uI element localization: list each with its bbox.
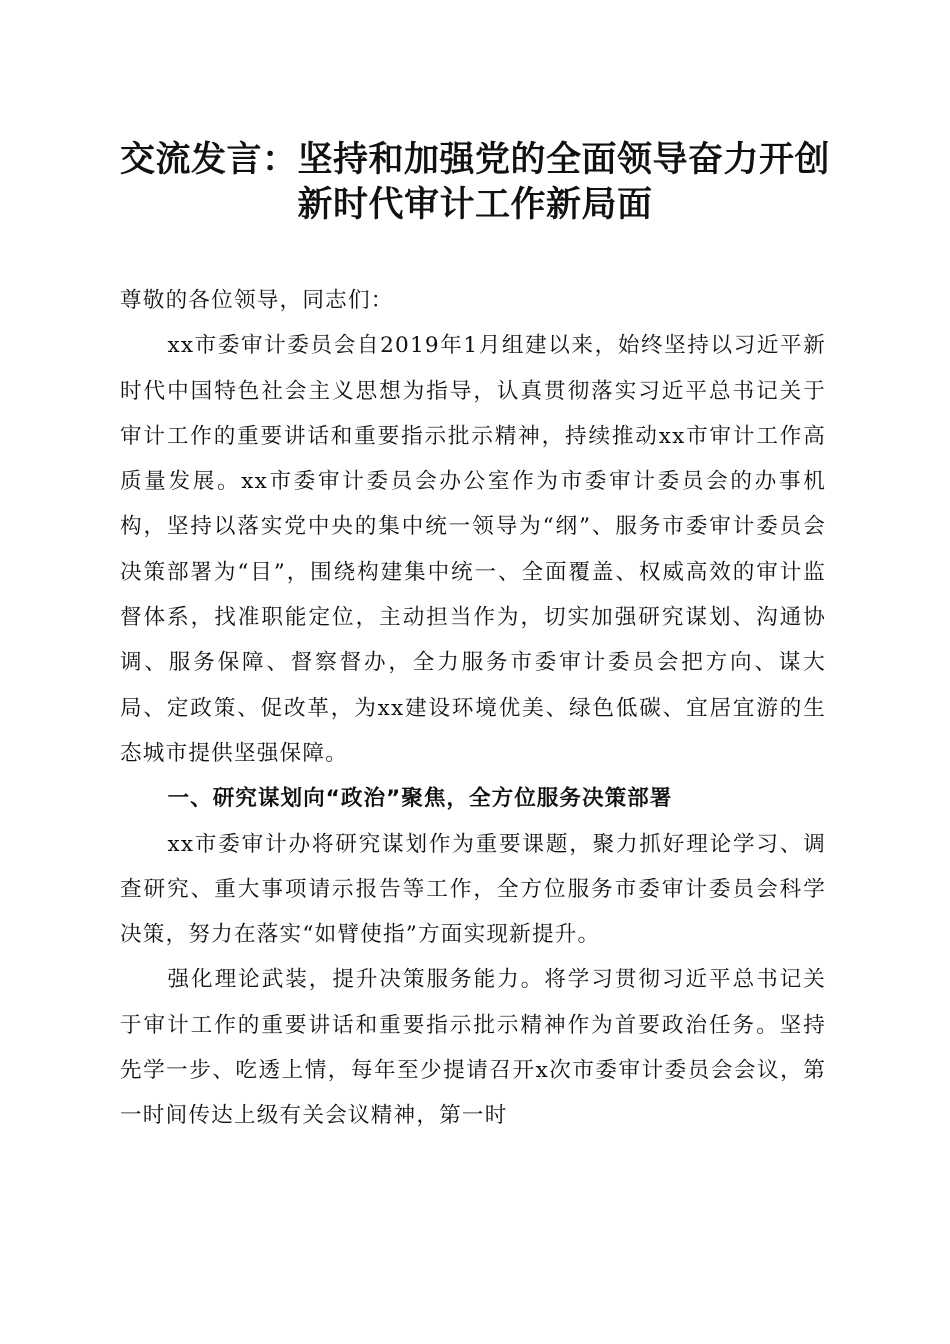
- section-heading-1: 一、研究谋划向“政治”聚焦，全方位服务决策部署: [167, 786, 673, 812]
- document-body: [120, 278, 826, 1139]
- title-line-1: 交流发言：坚持和加强党的全面领导奋力开创: [119, 140, 830, 180]
- paragraph-section-1-summary: xx市委审计办将研究谋划作为重要课题，聚力抓好理论学习、调查研究、重大事项请示报告等工作，全方位服务市委审计委员会科学决策，努力在落实“如臂使指”方面实现新提升。: [120, 831, 826, 948]
- paragraph-intro: xx市委审计委员会自2019年1月组建以来，始终坚持以习近平新时代中国特色社会主义思想为指导，认真贯彻落实习近平总书记关于审计工作的重要讲话和重要指示批示精神，持续推动xx市审计工作高质量发展。xx市委审计委员会办公室作为市委审计委员会的办事机构，坚持以落实党中央的集中统一领导为“纲”、服务市委审计委员会决策部署为“目”，围绕构建集中统一、全面覆盖、权威高效的审计监督体系，找准职能定位，主动担当作为，切实加强研究谋划、沟通协调、服务保障、督察督办，全力服务市委审计委员会把方向、谋大局、定政策、促改革，为xx建设环境优美、绿色低碳、宜居宜游的生态城市提供坚强保障。: [120, 333, 826, 766]
- title-line-2: 新时代审计工作新局面: [297, 185, 653, 225]
- paragraph-theory-arming: 强化理论武装，提升决策服务能力。将学习贯彻习近平总书记关于审计工作的重要讲话和重要指示批示精神作为首要政治任务。坚持先学一步、吃透上情，每年至少提请召开x次市委审计委员会会议，第一时间传达上级有关会议精神，第一时: [120, 967, 826, 1129]
- salutation: 尊敬的各位领导，同志们：: [120, 288, 394, 313]
- document-title: [110, 138, 840, 228]
